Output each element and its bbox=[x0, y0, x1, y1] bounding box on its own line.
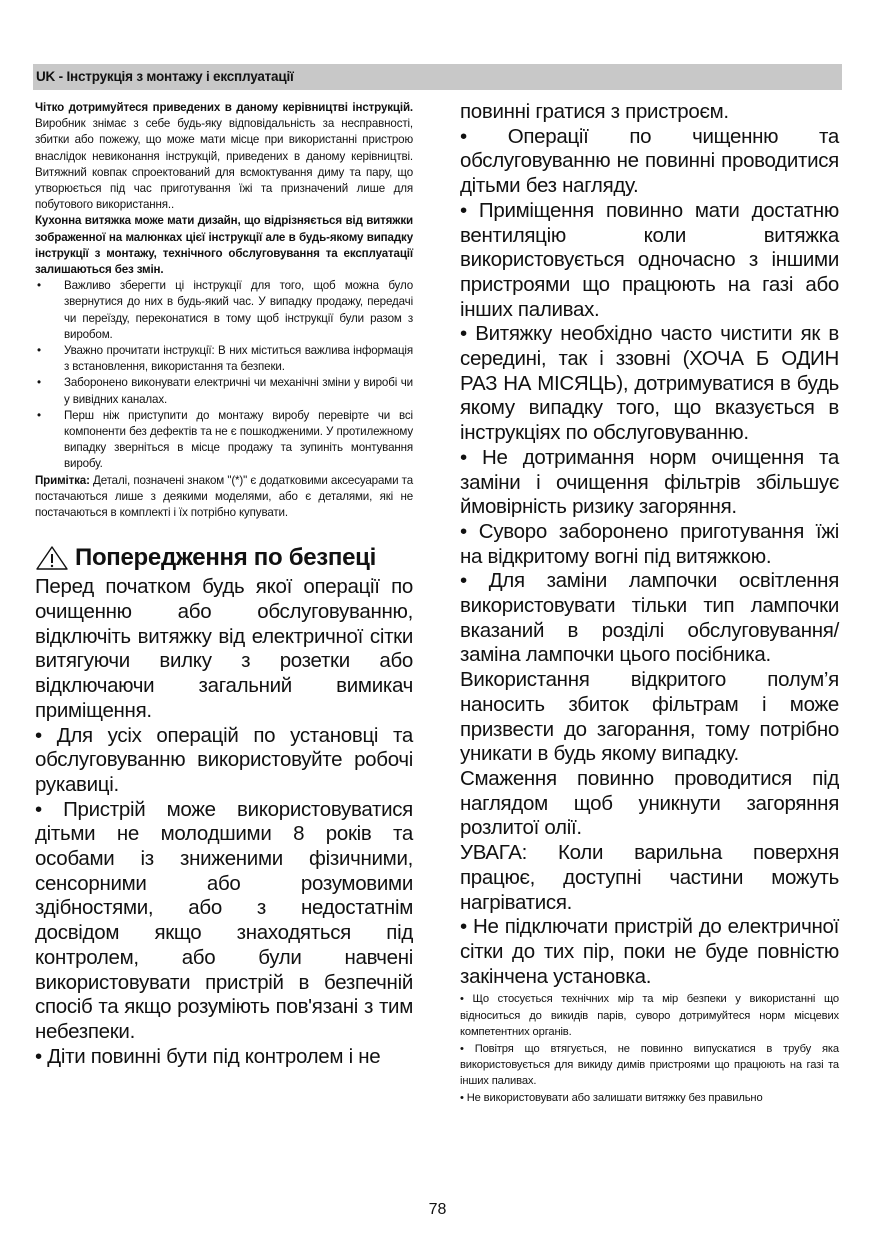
bullet-item bbox=[35, 278, 413, 343]
text-paragraph: • Пристрій може використовуватися дітьми не молодшими 8 років та особами із зниженими фізичними, сенсорними або розумовими здібностями, або з недостатнім досвідом якщо знаходяться під контролем, або були навчені використовувати пристрій в безпечній спосіб та якщо розуміють пов'язані з тим небезпеки. bbox=[35, 797, 413, 1043]
text-paragraph: • Витяжку необхідно часто чистити як в середині, так і ззовні (ХОЧА Б ОДИН РАЗ НА МІСЯЦЬ), дотримуватися в будь якому випадку того, що вказується в інструкціях по обслуговуванню. bbox=[460, 322, 839, 445]
safety-text-continued bbox=[460, 100, 839, 989]
text-paragraph: Використання відкритого полум’я наносить збиток фільтрам і може призвести до загорання, тому потрібно уникати в будь якому випадку. bbox=[460, 668, 839, 766]
safety-small-notes bbox=[460, 991, 839, 1106]
intro-paragraph bbox=[35, 100, 413, 213]
design-note-text: Кухонна витяжка може мати дизайн, що відрізняється від витяжки зображенної на малюнках цієї інструкції але в будь-якому випадку інструкції з монтажу, технічного обслуговування та експлуатації залишаються без змін. bbox=[35, 214, 413, 277]
text-paragraph: • Приміщення повинно мати достатню вентиляцію коли витяжка використовується одночасно з іншими пристроями що працюють на газі або інших паливах. bbox=[460, 198, 839, 321]
safety-warning-heading bbox=[35, 543, 413, 573]
text-paragraph: • Не підключати пристрій до електричної сітки до тих пір, поки не буде повністю закінчена установка. bbox=[460, 915, 839, 988]
bullet-mark: • bbox=[37, 376, 41, 390]
text-paragraph: • Діти повинні бути під контролем і не bbox=[35, 1044, 381, 1068]
bullet-text: Перш ніж приступити до монтажу виробу перевірте чи всі компоненти без дефектів та не є пошкодженими. У протилежному випадку зверніться в місце продажу та зупиніть монтування виробу. bbox=[64, 408, 413, 471]
note-label: Примітка: bbox=[35, 473, 90, 487]
text-paragraph: • Не використовувати або залишати витяжку без правильно bbox=[460, 1091, 763, 1104]
section-header: UK - Інструкція з монтажу і експлуатації bbox=[33, 64, 842, 90]
safety-warning-text bbox=[35, 575, 413, 1069]
page-number: 78 bbox=[428, 1201, 447, 1218]
bullet-item bbox=[35, 375, 413, 407]
left-column bbox=[35, 100, 413, 1069]
text-paragraph: Перед початком будь якої операції по очищенню або обслуговуванню, відключіть витяжку від електричної сітки витягуючи вилку з розетки або відключаючи загальний вимикач приміщення. bbox=[35, 575, 413, 722]
text-paragraph: • Для заміни лампочки освітлення використовувати тільки тип лампочки вказаний в розділі обслуговування/заміна лампочки цього посібника. bbox=[460, 569, 839, 667]
text-paragraph: • Для усіх операцій по установці та обслуговуванню використовуйте робочі рукавиці. bbox=[35, 723, 413, 796]
text-paragraph: • Суворо заборонено приготування їжі на відкритому вогні під витяжкою. bbox=[460, 519, 839, 568]
text-paragraph: • Що стосується технічних мір та мір безпеки у використанні що відноситься до викидів парів, суворо дотримуйтеся норм місцевих компетентних органів. bbox=[460, 993, 839, 1039]
warning-triangle-icon bbox=[35, 545, 69, 571]
safety-warning-title: Попередження по безпеці bbox=[75, 544, 376, 572]
bullet-mark: • bbox=[37, 408, 41, 422]
intro-bold: Чітко дотримуйтеся приведених в даному керівництві інструкцій. bbox=[35, 101, 413, 114]
instruction-bullet-list bbox=[35, 278, 413, 472]
note-text: Деталі, позначені знаком "(*)" є додатковими аксесуарами та постачаються лише з деякими моделями, або є деталями, які не постачаються в комплекті і їх потрібно купувати. bbox=[35, 473, 413, 520]
bullet-mark: • bbox=[37, 344, 41, 358]
text-paragraph: повинні гратися з пристроєм. bbox=[460, 100, 729, 123]
bullet-item bbox=[35, 343, 413, 375]
note-paragraph bbox=[35, 473, 413, 522]
bullet-text: Уважно прочитати інструкції: В них міститься важлива інформація з встановлення, використання та безпеки. bbox=[64, 344, 413, 374]
intro-rest: Виробник знімає з себе будь-яку відповідальність за несправності, збитки або пожежу, що може мати місце при використанні пристрою внаслідок невиконання інструкцій, приведених в даному керівництві. Витяжний ковпак спроектований для всмоктування диму та пару, що утворюється під час приготування їжі та призначений лише для побутового використання.. bbox=[35, 117, 413, 212]
bullet-item bbox=[35, 408, 413, 473]
bullet-text: Заборонено виконувати електричні чи механічні зміни у виробі чи у вивідних каналах. bbox=[64, 376, 413, 406]
text-paragraph: Смаження повинно проводитися під наглядом щоб уникнути загоряння розлитої олії. bbox=[460, 766, 839, 840]
text-paragraph: УВАГА: Коли варильна поверхня працює, доступні частини можуть нагріватися. bbox=[460, 841, 839, 914]
bullet-text: Важливо зберегти ці інструкції для того, щоб можна було звернутися до них в будь-який час. У випадку продажу, передачі чи переїзду, переконатися в тому щоб інструкції були разом з виробом. bbox=[64, 279, 413, 341]
text-paragraph: • Не дотримання норм очищення та заміни і очищення фільтрів збільшує ймовірність ризику загоряння. bbox=[460, 445, 839, 519]
text-paragraph: • Повітря що втягується, не повинно випускатися в трубу яка використовується для викиду димів пристроями що працюють на газі та інших паливах. bbox=[460, 1042, 839, 1088]
bullet-mark: • bbox=[37, 279, 41, 293]
right-column bbox=[460, 100, 839, 1106]
design-note bbox=[35, 213, 413, 278]
text-paragraph: • Операції по чищенню та обслуговуванню не повинні проводитися дітьми без нагляду. bbox=[460, 124, 839, 198]
